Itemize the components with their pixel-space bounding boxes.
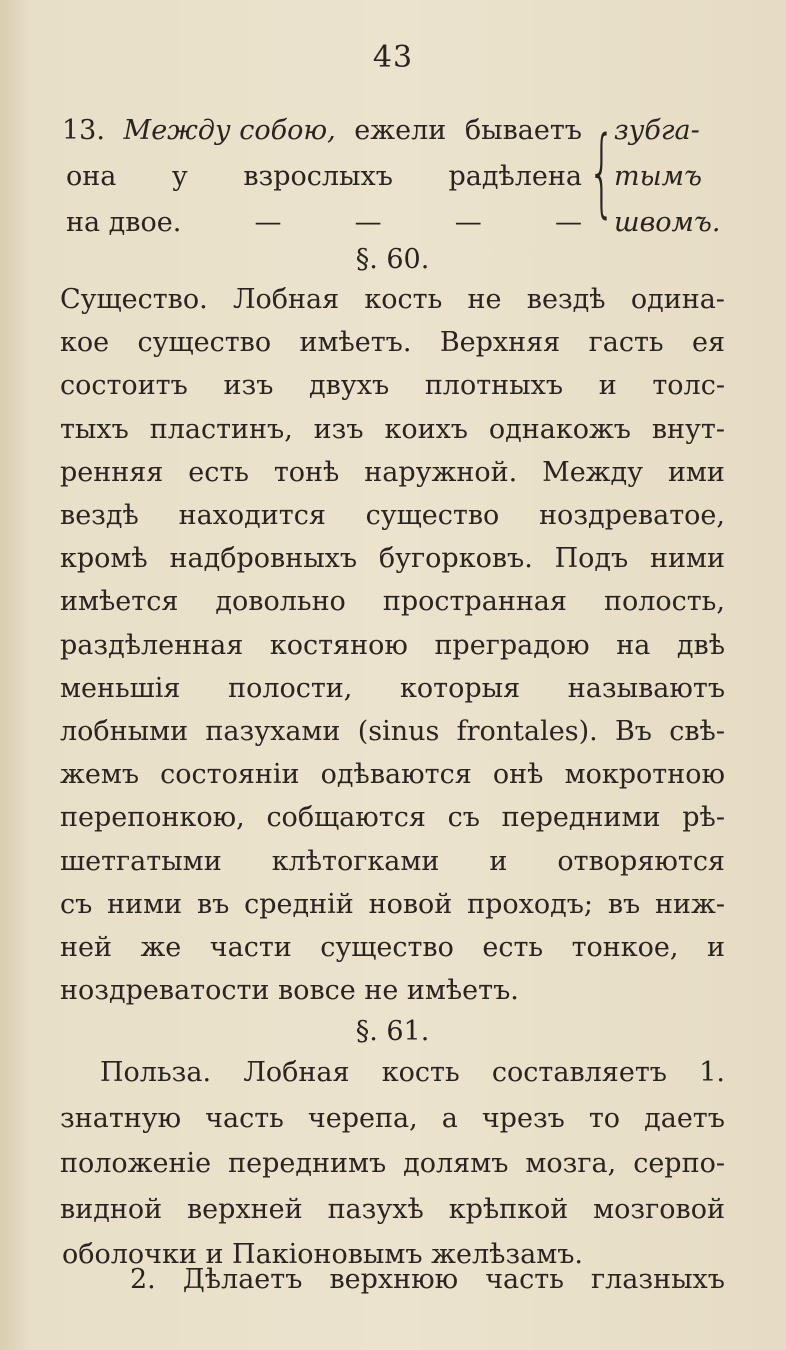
text-line: лобными пазухами (sinus frontales). Въ свѣ- <box>60 716 725 747</box>
text-line: кое существо имѣетъ. Верхняя гасть ея <box>60 327 725 359</box>
word: на двое. <box>66 207 182 238</box>
item-13 <box>62 108 732 238</box>
word: бываетъ <box>464 115 582 146</box>
word: радѣлена <box>448 161 582 192</box>
text-line: Польза. Лобная кость составляетъ 1. <box>100 1057 725 1088</box>
text-line: оболочки и Пакіоновымъ желѣзамъ. <box>62 1239 584 1270</box>
page-number: 43 <box>372 40 414 75</box>
text-line: раздѣленная костяною преградою на двѣ <box>60 629 725 661</box>
text-line: съ ними въ средній новой проходъ; въ ниж- <box>60 888 725 920</box>
text-line: вездѣ находится существо ноздреватое, <box>60 500 725 531</box>
word: взрослыхъ <box>243 161 393 192</box>
item-13-term <box>614 108 734 246</box>
text-line: ней же части существо есть тонкое, и <box>60 932 725 963</box>
term-line: швомъ. <box>614 207 721 238</box>
text-line: тыхъ пластинъ, изъ коихъ однакожъ внут- <box>60 413 725 445</box>
term-line: тымъ <box>614 161 702 192</box>
word: у <box>171 161 188 192</box>
dash: — <box>554 207 582 238</box>
text-line: имѣется довольно пространная полость, <box>60 586 725 618</box>
item-13-row <box>62 200 582 246</box>
text-line: шетгатыми клѣтогками и отворяются <box>60 845 725 877</box>
section-heading-61: §. 61. <box>355 1016 430 1047</box>
item-number: 13. <box>62 115 105 146</box>
curly-brace-icon: { <box>588 116 616 228</box>
section-heading-60: §. 60. <box>355 244 430 275</box>
text-line: ноздреватости вовсе не имѣетъ. <box>60 975 519 1007</box>
text-line: видной верхней пазухѣ крѣпкой мозговой <box>60 1193 725 1225</box>
item-13-row <box>62 108 582 154</box>
text-line: жемъ состояніи одѣваются онѣ мокротною <box>60 759 725 791</box>
word: ежели <box>354 115 447 146</box>
word: она <box>66 161 117 192</box>
item-term: Между собою, <box>123 115 336 146</box>
text-line: ренняя есть тонѣ наружной. Между ими <box>60 456 725 488</box>
dash: — <box>254 207 282 238</box>
text-line: знатную часть черепа, а чрезъ то даетъ <box>60 1102 725 1134</box>
text-line: состоитъ изъ двухъ плотныхъ и толс- <box>60 370 725 402</box>
term-line: зубга- <box>614 115 700 146</box>
item-13-row <box>62 154 582 200</box>
text-line: перепонкою, собщаются съ передними рѣ- <box>60 802 725 834</box>
text-line: Существо. Лобная кость не вездѣ одина- <box>60 284 725 315</box>
dash: — <box>454 207 482 238</box>
text-line: меньшія полости, которыя называютъ <box>60 672 725 704</box>
dash: — <box>354 207 382 238</box>
item-13-text <box>62 108 582 246</box>
text-line: положеніе переднимъ долямъ мозга, серпо- <box>60 1148 725 1179</box>
text-line: 2. Дѣлаетъ верхнюю часть глазныхъ <box>130 1264 725 1295</box>
text-line: кромѣ надбровныхъ бугорковъ. Подъ ними <box>60 543 725 575</box>
